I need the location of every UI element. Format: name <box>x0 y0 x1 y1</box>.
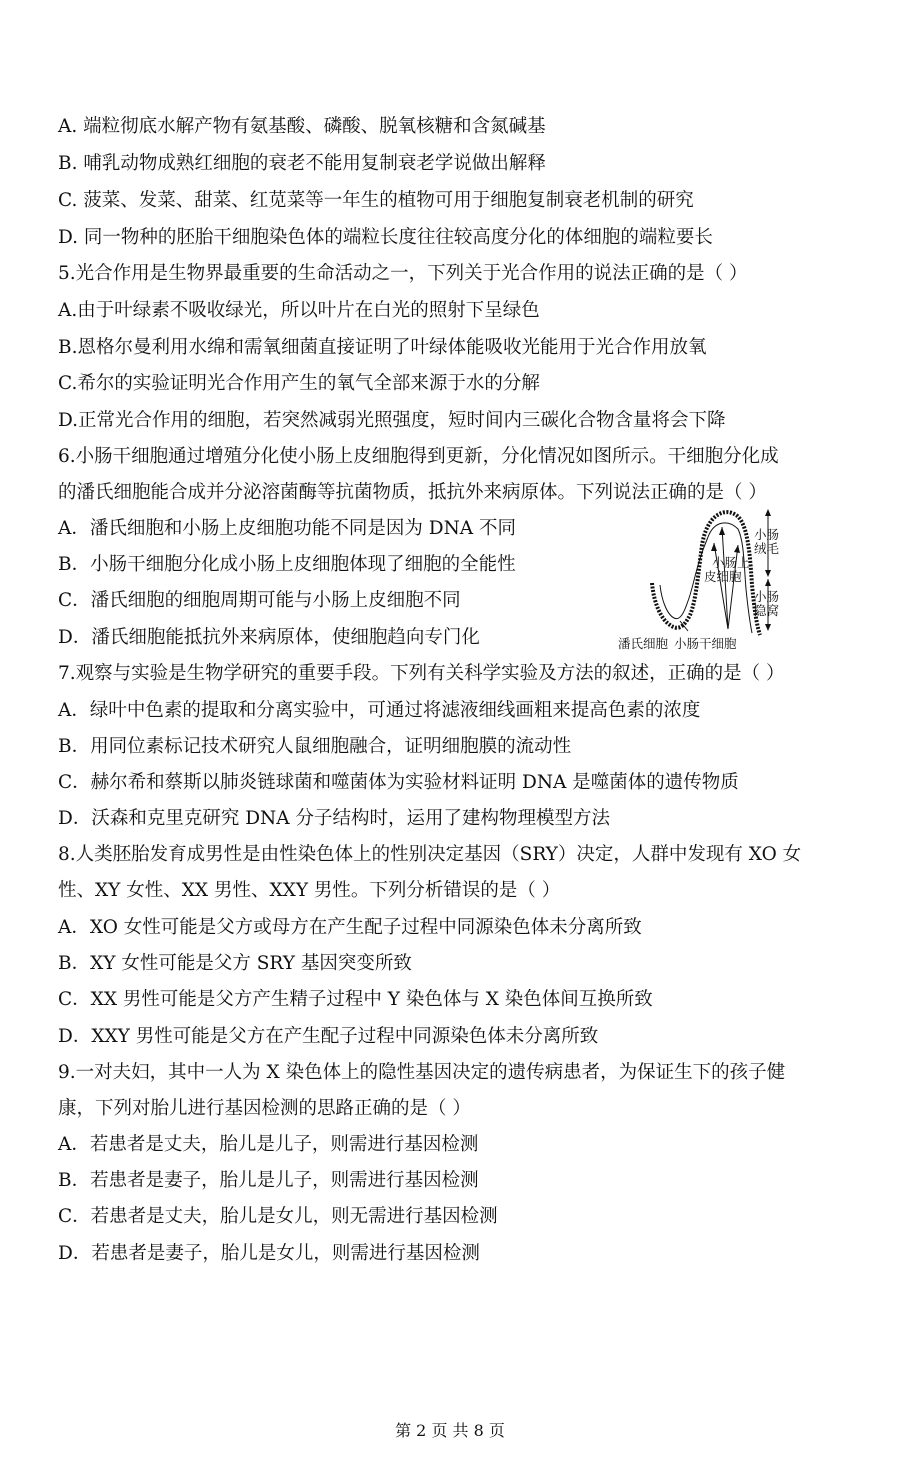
q8-option-b: B．XY 女性可能是父方 SRY 基因突变所致 <box>58 953 412 974</box>
q6-option-d: D．潘氏细胞能抵抗外来病原体，使细胞趋向专门化 <box>58 627 480 648</box>
bracket-crypt-top <box>765 579 771 586</box>
q5-option-c: C.希尔的实验证明光合作用产生的氧气全部来源于水的分解 <box>58 373 540 394</box>
label-stem-cell: 小肠干细胞 <box>674 636 737 651</box>
q6-option-b: B．小肠干细胞分化成小肠上皮细胞体现了细胞的全能性 <box>58 554 516 575</box>
arrowhead-2 <box>719 527 725 535</box>
page-number-footer: 第 2 页 共 8 页 <box>395 1421 505 1440</box>
bracket-crypt-bottom <box>765 624 771 631</box>
q8-option-a: A．XO 女性可能是父方或母方在产生配子过程中同源染色体未分离所致 <box>58 917 642 938</box>
q6-option-c: C．潘氏细胞的细胞周期可能与小肠上皮细胞不同 <box>58 590 461 611</box>
q4-option-c: C. 菠菜、发菜、甜菜、红苋菜等一年生的植物可用于细胞复制衰老机制的研究 <box>58 190 694 211</box>
q9-stem-line1: 9.一对夫妇，其中一人为 X 染色体上的隐性基因决定的遗传病患者，为保证生下的孩子健 <box>58 1062 786 1083</box>
bracket-villus-bottom <box>765 570 771 577</box>
q7-option-b: B．用同位素标记技术研究人鼠细胞融合，证明细胞膜的流动性 <box>58 736 572 757</box>
q5-option-b: B.恩格尔曼利用水绵和需氧细菌直接证明了叶绿体能吸收光能用于光合作用放氧 <box>58 337 707 358</box>
q5-stem: 5.光合作用是生物界最重要的生命活动之一，下列关于光合作用的说法正确的是（ ） <box>58 263 748 284</box>
q8-option-d: D．XXY 男性可能是父方在产生配子过程中同源染色体未分离所致 <box>58 1026 599 1047</box>
q8-stem-line1: 8.人类胚胎发育成男性是由性染色体上的性别决定基因（SRY）决定，人群中发现有 XO 女 <box>58 844 802 865</box>
q4-option-d: D. 同一物种的胚胎干细胞染色体的端粒长度往往较高度分化的体细胞的端粒要长 <box>58 227 713 248</box>
q7-option-a: A．绿叶中色素的提取和分离实验中，可通过将滤液细线画粗来提高色素的浓度 <box>58 700 701 721</box>
q8-stem-line2: 性、XY 女性、XX 男性、XXY 男性。下列分析错误的是（ ） <box>58 880 561 901</box>
label-villus-2: 绒毛 <box>754 541 780 556</box>
q9-option-a: A．若患者是丈夫，胎儿是儿子，则需进行基因检测 <box>58 1134 479 1155</box>
q5-option-d: D.正常光合作用的细胞，若突然减弱光照强度，短时间内三碳化合物含量将会下降 <box>58 410 726 431</box>
arrowhead-3 <box>734 545 740 553</box>
q9-option-b: B．若患者是妻子，胎儿是儿子，则需进行基因检测 <box>58 1170 479 1191</box>
bracket-villus-top <box>765 509 771 516</box>
label-crypt-1: 小肠 <box>754 589 780 604</box>
arrowhead-1 <box>711 543 717 551</box>
q8-option-c: C．XX 男性可能是父方产生精子过程中 Y 染色体与 X 染色体间互换所致 <box>58 989 653 1010</box>
label-villus-1: 小肠 <box>754 527 780 542</box>
q9-stem-line2: 康，下列对胎儿进行基因检测的思路正确的是（ ） <box>58 1098 471 1119</box>
label-crypt-2: 隐窝 <box>754 603 780 618</box>
label-epithelium-1: 小肠上 <box>712 555 750 570</box>
q6-stem-line2: 的潘氏细胞能合成并分泌溶菌酶等抗菌物质，抵抗外来病原体。下列说法正确的是（ ） <box>58 482 767 503</box>
q4-option-b: B. 哺乳动物成熟红细胞的衰老不能用复制衰老学说做出解释 <box>58 153 546 174</box>
q7-option-d: D．沃森和克里克研究 DNA 分子结构时，运用了建构物理模型方法 <box>58 808 610 829</box>
q9-option-c: C．若患者是丈夫，胎儿是女儿，则无需进行基因检测 <box>58 1206 498 1227</box>
label-paneth-cell: 潘氏细胞 <box>618 636 669 651</box>
q5-option-a: A.由于叶绿素不吸收绿光，所以叶片在白光的照射下呈绿色 <box>58 300 540 321</box>
q7-option-c: C．赫尔希和蔡斯以肺炎链球菌和噬菌体为实验材料证明 DNA 是噬菌体的遗传物质 <box>58 772 739 793</box>
intestinal-villus-diagram <box>612 505 842 655</box>
q4-option-a: A. 端粒彻底水解产物有氨基酸、磷酸、脱氧核糖和含氮碱基 <box>58 116 546 137</box>
q6-stem-line1: 6.小肠干细胞通过增殖分化使小肠上皮细胞得到更新，分化情况如图所示。干细胞分化成 <box>58 446 779 467</box>
q9-option-d: D．若患者是妻子，胎儿是女儿，则需进行基因检测 <box>58 1243 480 1264</box>
label-epithelium-2: 皮细胞 <box>704 569 742 584</box>
q6-option-a: A．潘氏细胞和小肠上皮细胞功能不同是因为 DNA 不同 <box>58 518 517 539</box>
q7-stem: 7.观察与实验是生物学研究的重要手段。下列有关科学实验及方法的叙述，正确的是（ ） <box>58 663 785 684</box>
